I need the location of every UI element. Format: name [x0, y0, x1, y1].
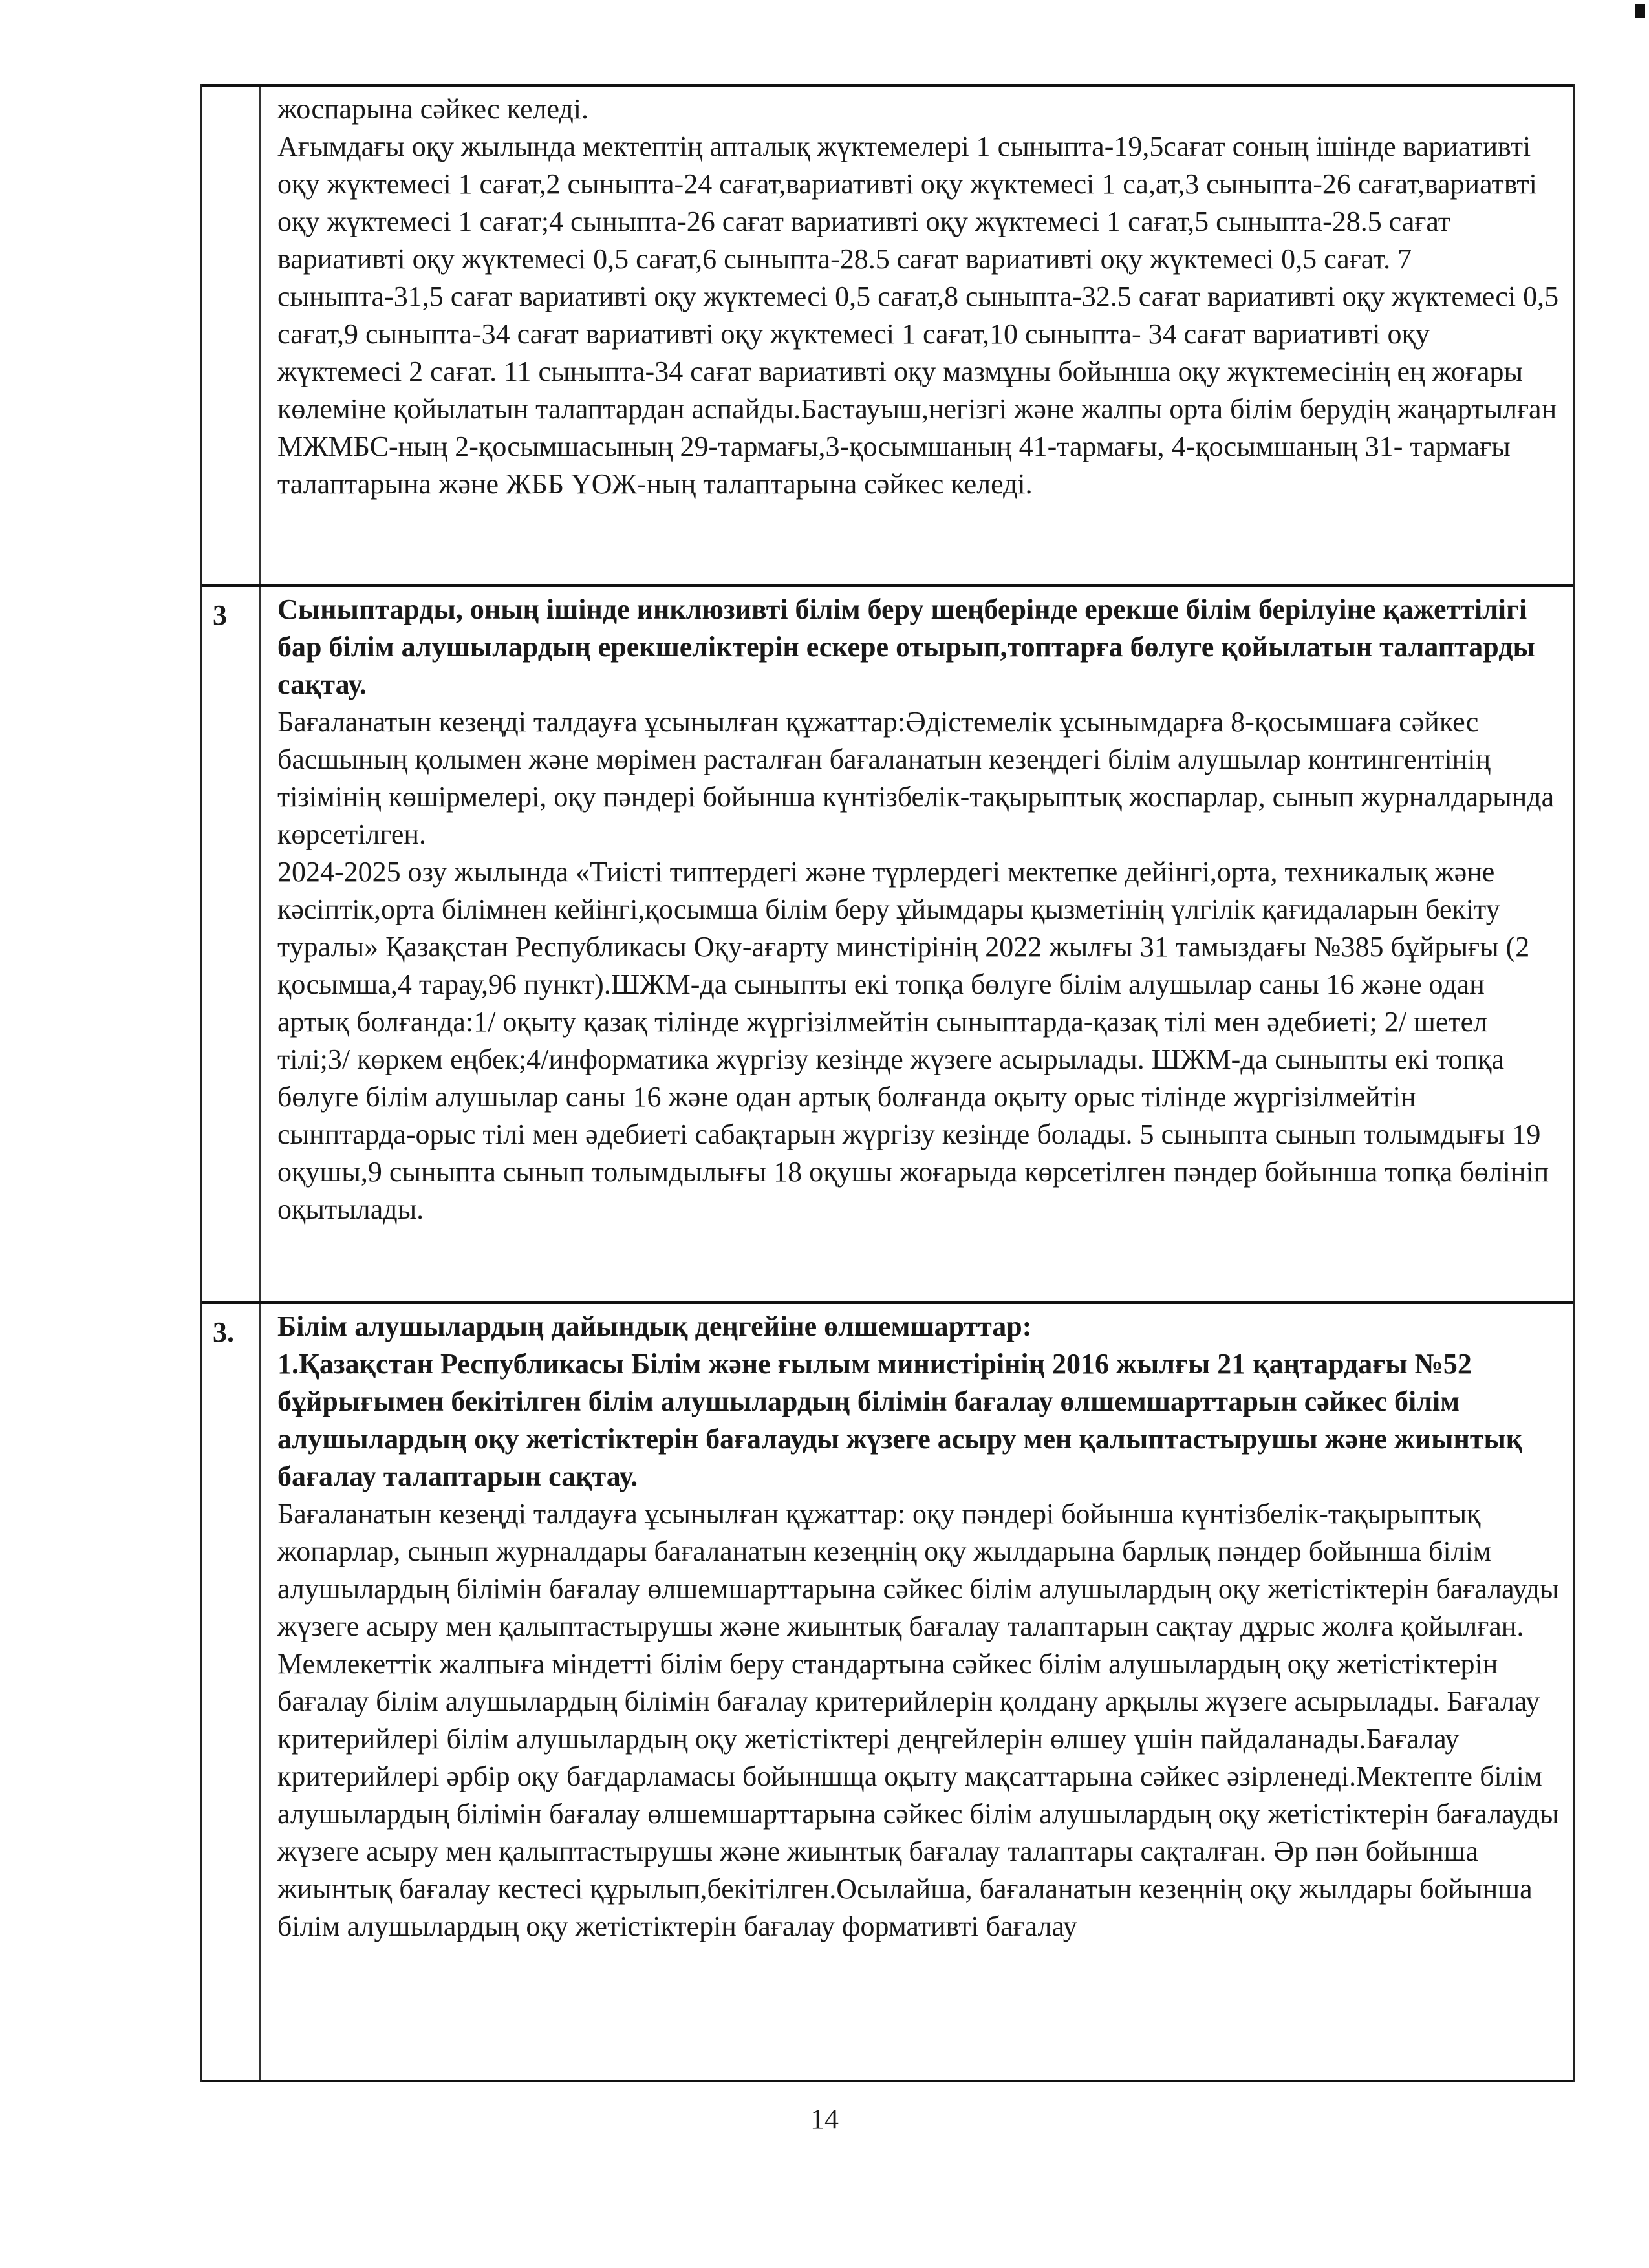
section-heading: Сыныптарды, оның ішінде инклюзивті білім беру шеңберінде ерекше білім берілуіне қажеттілігі бар білім алушылардың ерекшеліктерін ескере отырып,топтарға бөлуге қойылатын талаптарды сақтау.: [277, 594, 1535, 700]
scan-mark-icon: [1635, 4, 1645, 18]
paragraph: Бағаланатын кезеңді талдауға ұсынылған құжаттар:Әдістемелік ұсынымдарға 8-қосымшаға сәйкес басшының қолымен және мөрімен расталған бағаланатын кезеңдегі білім алушылар контингентінің тізімінің көшірмелері, оқу пәндері бойынша күнтізбелік-тақырыптық жоспарлар, сынып журналдарында көрсетілген.: [277, 706, 1555, 850]
table-row: [202, 84, 1573, 587]
row-number: [202, 87, 261, 584]
table-row: [202, 587, 1573, 1304]
row-content: [261, 1304, 1573, 2080]
row-number: 3: [202, 587, 261, 1301]
table-row: [202, 1304, 1573, 2082]
paragraph: жоспарына сәйкес келеді.: [277, 93, 589, 125]
paragraph: Бағаланатын кезеңді талдауға ұсынылған құжаттар: оқу пәндері бойынша күнтізбелік-тақырыптық жопарлар, сынып журналдары бағаланатын кезеңнің оқу жылдарына барлық пәндер бойынша білім алушылардың білімін бағалау өлшемшарттарына сәйкес білім алушылардың оқу жетістіктерін бағалауды жүзеге асыру мен қалыптастырушы және жиынтық бағалау талаптарын сақтау дұрыс жолға қойылған. Мемлекеттік жалпыға міндетті білім беру стандартына сәйкес білім алушылардың оқу жетістіктерін бағалау білім алушылардың білімін бағалау критерийлерін қолдану арқылы жүзеге асырылады. Бағалау критерийлері білім алушылардың оқу жетістіктері деңгейлерін өлшеу үшін пайдаланады.Бағалау критерийлері әрбір оқу бағдарламасы бойыншща оқыту мақсаттарына сәйкес әзірленеді.Мектепте білім алушылардың білімін бағалау өлшемшарттарына сәйкес білім алушылардың оқу жетістіктерін бағалауды жүзеге асыру мен қалыптастырушы және жиынтық бағалау талаптары сақталған. Әр пән бойынша жиынтық бағалау кестесі құрылып,бекітілген.Осылайша, бағаланатын кезеңнің оқу жылдары бойынша білім алушылардың оқу жетістіктерін бағалау формативті бағалау: [277, 1498, 1559, 1942]
section-heading: Білім алушылардың дайындық деңгейіне өлшемшарттар:: [277, 1311, 1032, 1342]
paragraph: Ағымдағы оқу жылында мектептің апталық жүктемелері 1 сыныпта-19,5сағат соның ішінде вариативті оқу жүктемесі 1 сағат,2 сыныпта-24 сағат,вариативті оқу жүктемесі 1 са,ат,3 сыныпта-26 сағат,вариатвті оқу жүктемесі 1 сағат;4 сыныпта-26 сағат вариативті оқу жүктемесі 1 сағат,5 сыныпта-28.5 сағат вариативті оқу жүктемесі 0,5 сағат,6 сыныпта-28.5 сағат вариативті оқу жүктемесі 0,5 сағат. 7 сыныпта-31,5 сағат вариативті оқу жүктемесі 0,5 сағат,8 сыныпта-32.5 сағат вариативті оқу жүктемесі 0,5 сағат,9 сыныпта-34 сағат вариативті оқу жүктемесі 1 сағат,10 сыныпта- 34 сағат вариативті оқу жүктемесі 2 сағат. 11 сыныпта-34 сағат вариативті оқу мазмұны бойынша оқу жүктемесінің ең жоғары көлеміне қойылатын талаптардан аспайды.Бастауыш,негізгі және жалпы орта білім берудің жаңартылған МЖМБС-ның 2-қосымшасының 29-тармағы,3-қосымшаның 41-тармағы, 4-қосымшаның 31- тармағы талаптарына және ЖББ ҮОЖ-ның талаптарына сәйкес келеді.: [277, 131, 1559, 500]
row-content: [261, 87, 1573, 584]
row-content: [261, 587, 1573, 1301]
row-number: 3.: [202, 1304, 261, 2080]
paragraph: 2024-2025 озу жылында «Тиісті типтердегі және түрлердегі мектепке дейінгі,орта, техникалық және кәсіптік,орта білімнен кейінгі,қосымша білім беру ұйымдары қызметінің үлгілік қағидаларын бекіту туралы» Қазақстан Республикасы Оқу-ағарту минстірінің 2022 жылғы 31 тамыздағы №385 бұйрығы (2 қосымша,4 тарау,96 пункт).ШЖМ-да сыныпты екі топқа бөлуге білім алушылар саны 16 және одан артық болғанда:1/ оқыту қазақ тілінде жүргізілмейтін сыныптарда-қазақ тілі мен әдебиеті; 2/ шетел тілі;3/ көркем еңбек;4/информатика жүргізу кезінде жүзеге асырылады. ШЖМ-да сыныпты екі топқа бөлуге білім алушылар саны 16 және одан артық болғанда оқыту орыс тілінде жүргізілмейтін сынптарда-орыс тілі мен әдебиеті сабақтарын жүргізу кезінде болады. 5 сыныпта сынып толымдығы 19 оқушы,9 сыныпта сынып толымдылығы 18 оқушы жоғарыда көрсетілген пәндер бойынша топқа бөлініп оқытылады.: [277, 856, 1549, 1225]
evaluation-table: [200, 84, 1575, 2082]
section-subheading: 1.Қазақстан Республикасы Білім және ғылым министірінің 2016 жылғы 21 қаңтардағы №52 бұйрығымен бекітілген білім алушылардың білімін бағалау өлшемшарттарын сәйкес білім алушылардың оқу жетістіктерін бағалауды жүзеге асыру мен қалыптастырушы және жиынтық бағалау талаптарын сақтау.: [277, 1348, 1523, 1492]
page-number: 14: [810, 2103, 839, 2135]
